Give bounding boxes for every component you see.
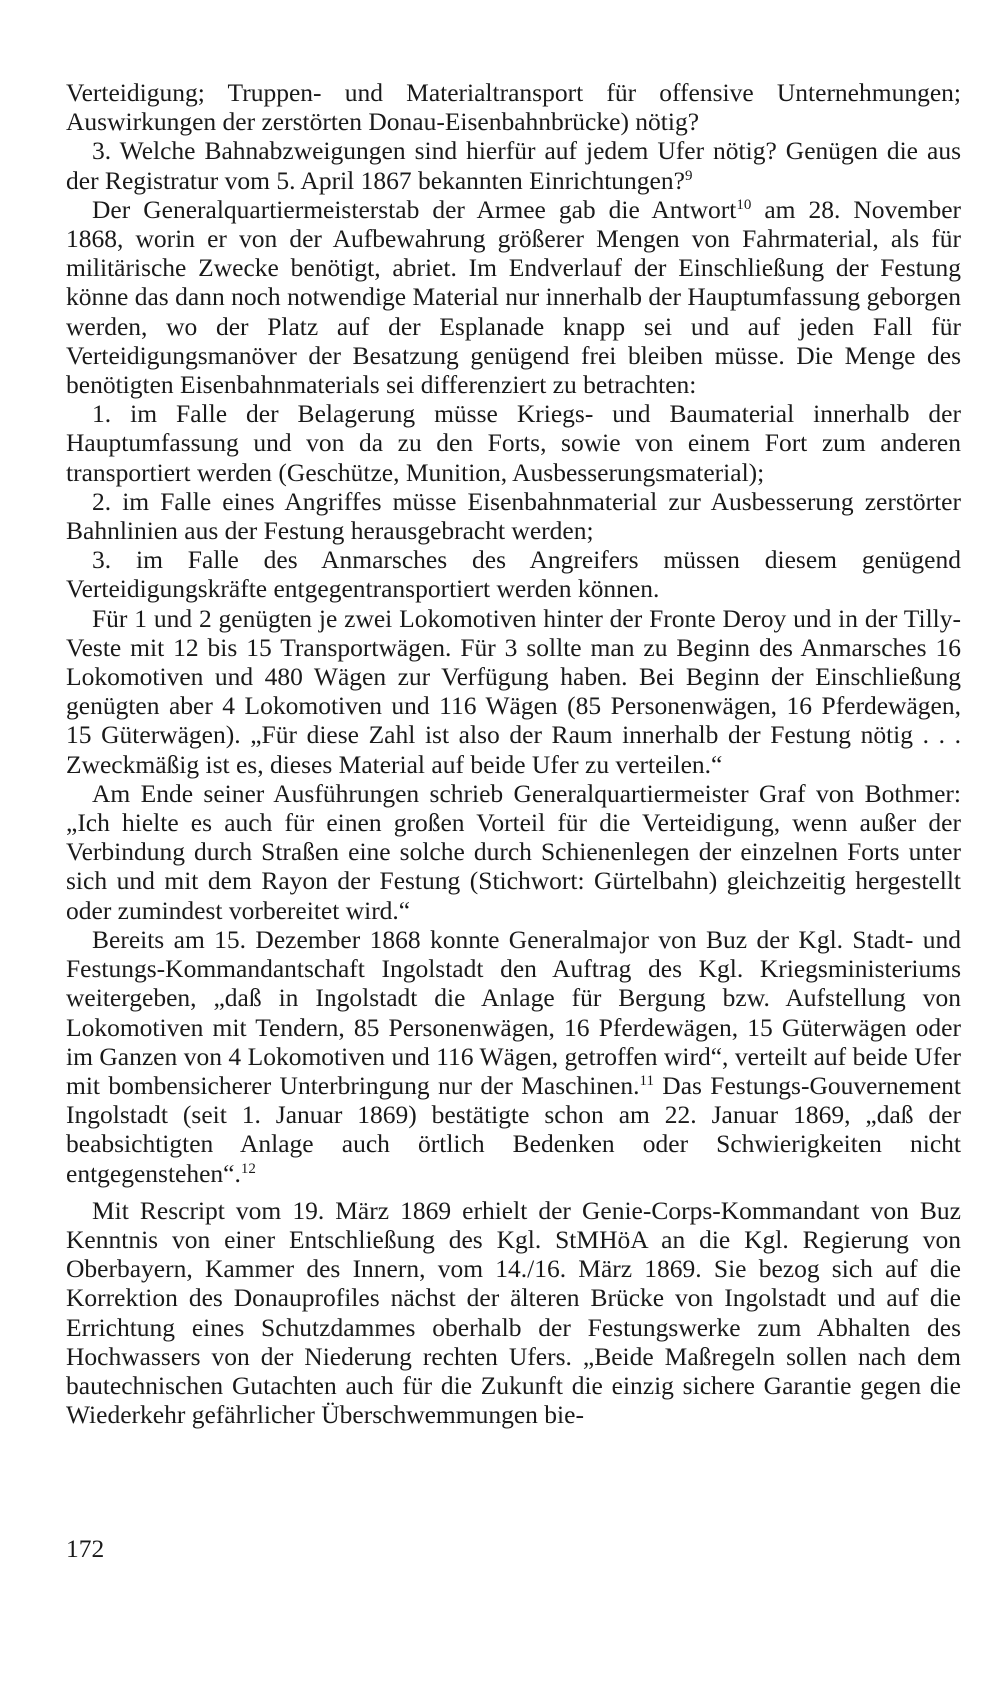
text-run: Verteidigung; Truppen- und Materialtransport für offensive Unternehmungen; Auswirkungen der zerstörten Donau-Eisenbahnbrücke) nötig? bbox=[66, 78, 961, 137]
footnote-reference: 11 bbox=[639, 1072, 654, 1089]
paragraph bbox=[66, 78, 961, 136]
paragraph bbox=[66, 195, 961, 399]
footnote-reference: 9 bbox=[684, 167, 693, 184]
paragraph bbox=[66, 1196, 961, 1430]
text-run: Bereits am 15. Dezember 1868 konnte Generalmajor von Buz der Kgl. Stadt- und Festungs-Kommandantschaft Ingolstadt den Auftrag des Kgl. Kriegsministeriums weitergeben, „daß in Ingolstadt die Anlage für Bergung bzw. Aufstellung von Lokomotiven mit Tendern, 85 Personenwägen, 16 Pferdewägen, 15 Güterwägen oder im Ganzen von 4 Lokomotiven und 116 Wägen, getroffen wird“, verteilt auf beide Ufer mit bombensicherer Unterbringung nur der Maschinen. bbox=[66, 924, 961, 1100]
paragraph bbox=[66, 399, 961, 487]
paragraph bbox=[66, 779, 961, 925]
paragraph bbox=[66, 136, 961, 194]
paragraph bbox=[66, 925, 961, 1188]
text-run: 3. Welche Bahnabzweigungen sind hierfür auf jedem Ufer nötig? Genügen die aus der Registratur vom 5. April 1867 bekannten Einrichtungen? bbox=[66, 136, 961, 195]
text-run: Am Ende seiner Ausführungen schrieb Generalquartiermeister Graf von Bothmer: „Ich hielte es auch für einen großen Vorteil für die Verteidigung, wenn außer der Verbindung durch Straßen eine solche durch Schienenlegen der einzelnen Forts unter sich und mit dem Rayon der Festung (Stichwort: Gürtelbahn) gleichzeitig hergestellt oder zumindest vorbereitet wird.“ bbox=[66, 778, 961, 925]
text-run: 3. im Falle des Anmarsches des Angreifers müssen diesem genügend Verteidigungskräfte entgegentransportiert werden können. bbox=[66, 545, 961, 604]
text-run: 1. im Falle der Belagerung müsse Kriegs- und Baumaterial innerhalb der Hauptumfassung und von da zu den Forts, sowie von einem Fort zum anderen transportiert werden (Geschütze, Munition, Ausbesserungsmaterial); bbox=[66, 399, 961, 487]
footnote-reference: 10 bbox=[736, 196, 752, 213]
page-number: 172 bbox=[66, 1534, 105, 1563]
text-run: Für 1 und 2 genügten je zwei Lokomotiven hinter der Fronte Deroy und in der Tilly-Veste mit 12 bis 15 Transportwägen. Für 3 sollte man zu Beginn des Anmarsches 16 Lokomotiven und 480 Wägen zur Verfügung haben. Bei Beginn der Einschließung genügten aber 4 Lokomotiven und 116 Wägen (85 Personenwägen, 16 Pferdewägen, 15 Güterwägen). „Für diese Zahl ist also der Raum innerhalb der Festung nötig . . . Zweckmäßig ist es, dieses Material auf beide Ufer zu verteilen.“ bbox=[66, 603, 961, 779]
paragraph bbox=[66, 604, 961, 779]
text-run: am 28. November 1868, worin er von der Aufbewahrung größerer Mengen von Fahrmaterial, als für militärische Zwecke benötigt, abriet. Im Endverlauf der Einschließung der Festung könne das dann noch notwendige Material nur innerhalb der Hauptumfassung geborgen werden, wo der Platz auf der Esplanade knapp sei und auf jeden Fall für Verteidigungsmanöver der Besatzung genügend frei bleiben müsse. Die Menge des benötigten Eisenbahnmaterials sei differenziert zu betrachten: bbox=[66, 194, 961, 400]
paragraph bbox=[66, 545, 961, 603]
text-column bbox=[66, 78, 961, 1429]
text-run: 2. im Falle eines Angriffes müsse Eisenbahnmaterial zur Ausbesserung zerstörter Bahnlinien aus der Festung herausgebracht werden; bbox=[66, 486, 961, 546]
page-body bbox=[66, 78, 961, 1429]
text-run: Der Generalquartiermeisterstab der Armee gab die Antwort bbox=[92, 194, 737, 224]
footnote-reference: 12 bbox=[240, 1160, 256, 1177]
text-run: Mit Rescript vom 19. März 1869 erhielt der Genie-Corps-Kommandant von Buz Kenntnis von einer Entschließung des Kgl. StMHöA an die Kgl. Regierung von Oberbayern, Kammer des Innern, vom 14./16. März 1869. Sie bezog sich auf die Korrektion des Donauprofiles nächst der älteren Brücke von Ingolstadt und auf die Errichtung eines Schutzdammes oberhalb der Festungswerke zum Abhalten des Hochwassers von der Niederung rechten Ufers. „Beide Maßregeln sollen nach dem bautechnischen Gutachten auch für die Zukunft die einzig sichere Garantie gegen die Wiederkehr gefährlicher Überschwemmungen bie- bbox=[66, 1195, 961, 1430]
text-run: Das Festungs-Gouvernement Ingolstadt (seit 1. Januar 1869) bestätigte schon am 22. Januar 1869, „daß der beabsichtigten Anlage auch örtlich Bedenken oder Schwierigkeiten nicht entgegenstehen“. bbox=[66, 1070, 961, 1188]
paragraph bbox=[66, 487, 961, 545]
